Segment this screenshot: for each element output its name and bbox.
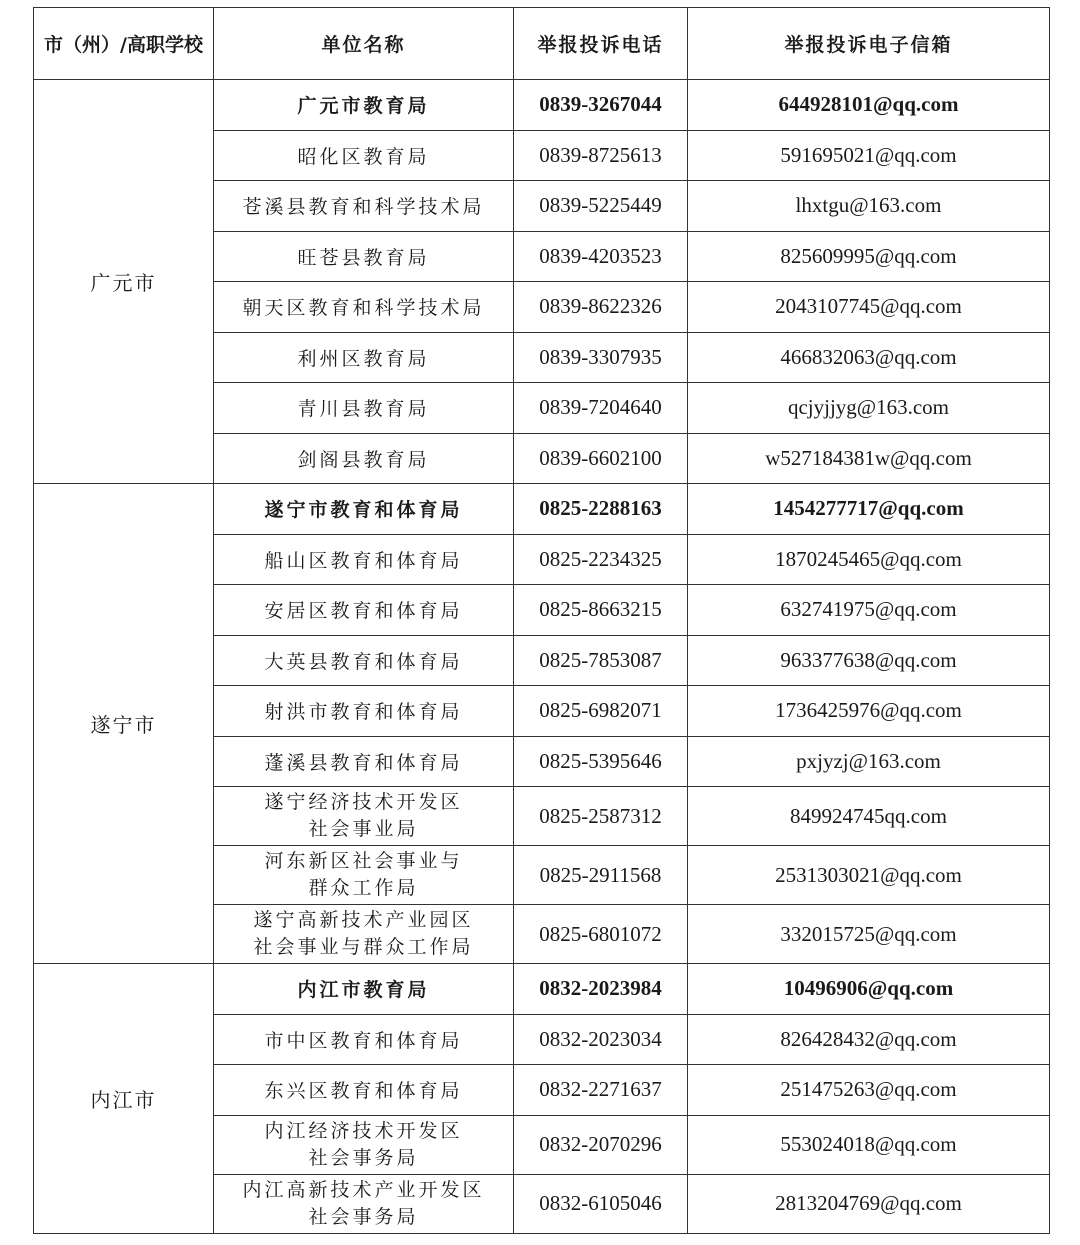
email-cell: 1736425976@qq.com bbox=[688, 686, 1050, 737]
phone-cell: 0825-6801072 bbox=[514, 905, 688, 964]
phone-cell: 0839-4203523 bbox=[514, 231, 688, 282]
contact-table-container bbox=[33, 7, 1049, 1234]
phone-cell: 0832-2070296 bbox=[514, 1115, 688, 1174]
phone-cell: 0832-6105046 bbox=[514, 1174, 688, 1233]
email-cell: 963377638@qq.com bbox=[688, 635, 1050, 686]
header-unit: 单位名称 bbox=[214, 8, 514, 80]
unit-name-cell bbox=[214, 1115, 514, 1174]
email-cell: 1870245465@qq.com bbox=[688, 534, 1050, 585]
phone-cell: 0839-3307935 bbox=[514, 332, 688, 383]
unit-name-cell: 苍溪县教育和科学技术局 bbox=[214, 181, 514, 232]
unit-name-line-1: 遂宁经济技术开发区 bbox=[264, 791, 463, 813]
unit-name-cell: 剑阁县教育局 bbox=[214, 433, 514, 484]
phone-cell: 0825-2288163 bbox=[514, 484, 688, 535]
phone-cell: 0825-8663215 bbox=[514, 585, 688, 636]
phone-cell: 0839-7204640 bbox=[514, 383, 688, 434]
city-cell: 内江市 bbox=[34, 964, 214, 1234]
unit-name-line-1: 内江高新技术产业开发区 bbox=[242, 1178, 485, 1201]
email-cell: pxjyzj@163.com bbox=[688, 736, 1050, 787]
unit-name-cell: 朝天区教育和科学技术局 bbox=[214, 282, 514, 333]
unit-name-line-2: 社会事业与群众工作局 bbox=[253, 936, 474, 958]
unit-name-cell: 青川县教育局 bbox=[214, 383, 514, 434]
email-cell: 2531303021@qq.com bbox=[688, 846, 1050, 905]
unit-name-cell: 市中区教育和体育局 bbox=[214, 1014, 514, 1065]
email-cell: 826428432@qq.com bbox=[688, 1014, 1050, 1065]
header-region: 市（州）/高职学校 bbox=[34, 8, 214, 80]
unit-name-line-2: 社会事务局 bbox=[308, 1146, 419, 1169]
phone-cell: 0825-7853087 bbox=[514, 635, 688, 686]
unit-name-cell: 船山区教育和体育局 bbox=[214, 534, 514, 585]
email-cell: 825609995@qq.com bbox=[688, 231, 1050, 282]
table-header-row bbox=[34, 8, 1050, 80]
email-cell: qcjyjjyg@163.com bbox=[688, 383, 1050, 434]
email-cell: w527184381w@qq.com bbox=[688, 433, 1050, 484]
header-email: 举报投诉电子信箱 bbox=[688, 8, 1050, 80]
unit-name-cell: 昭化区教育局 bbox=[214, 130, 514, 181]
unit-name-cell: 蓬溪县教育和体育局 bbox=[214, 736, 514, 787]
phone-cell: 0839-6602100 bbox=[514, 433, 688, 484]
unit-name-cell bbox=[214, 787, 514, 846]
city-cell: 广元市 bbox=[34, 80, 214, 484]
unit-name-cell: 旺苍县教育局 bbox=[214, 231, 514, 282]
unit-name-line-2: 社会事务局 bbox=[308, 1205, 419, 1228]
email-cell: 632741975@qq.com bbox=[688, 585, 1050, 636]
unit-name-cell bbox=[214, 846, 514, 905]
contact-table bbox=[33, 7, 1050, 1234]
unit-name-cell: 利州区教育局 bbox=[214, 332, 514, 383]
email-cell: 10496906@qq.com bbox=[688, 964, 1050, 1015]
phone-cell: 0825-2234325 bbox=[514, 534, 688, 585]
email-cell: 466832063@qq.com bbox=[688, 332, 1050, 383]
phone-cell: 0825-2911568 bbox=[514, 846, 688, 905]
phone-cell: 0839-8622326 bbox=[514, 282, 688, 333]
unit-name-line-2: 社会事业局 bbox=[308, 818, 419, 840]
unit-name-line-1: 河东新区社会事业与 bbox=[264, 850, 463, 872]
email-cell: 849924745qq.com bbox=[688, 787, 1050, 846]
phone-cell: 0839-3267044 bbox=[514, 80, 688, 131]
email-cell: 553024018@qq.com bbox=[688, 1115, 1050, 1174]
unit-name-cell: 内江市教育局 bbox=[214, 964, 514, 1015]
email-cell: 1454277717@qq.com bbox=[688, 484, 1050, 535]
phone-cell: 0832-2023984 bbox=[514, 964, 688, 1015]
table-row bbox=[34, 964, 1050, 1015]
email-cell: 644928101@qq.com bbox=[688, 80, 1050, 131]
unit-name-cell: 遂宁市教育和体育局 bbox=[214, 484, 514, 535]
table-row bbox=[34, 80, 1050, 131]
unit-name-cell bbox=[214, 1174, 514, 1233]
table-body bbox=[34, 80, 1050, 1234]
city-cell: 遂宁市 bbox=[34, 484, 214, 964]
email-cell: lhxtgu@163.com bbox=[688, 181, 1050, 232]
unit-name-line-1: 内江经济技术开发区 bbox=[264, 1119, 463, 1142]
email-cell: 2043107745@qq.com bbox=[688, 282, 1050, 333]
phone-cell: 0825-2587312 bbox=[514, 787, 688, 846]
phone-cell: 0832-2271637 bbox=[514, 1065, 688, 1116]
email-cell: 332015725@qq.com bbox=[688, 905, 1050, 964]
email-cell: 2813204769@qq.com bbox=[688, 1174, 1050, 1233]
phone-cell: 0825-6982071 bbox=[514, 686, 688, 737]
unit-name-cell: 射洪市教育和体育局 bbox=[214, 686, 514, 737]
unit-name-line-2: 群众工作局 bbox=[308, 877, 419, 899]
phone-cell: 0825-5395646 bbox=[514, 736, 688, 787]
unit-name-cell: 安居区教育和体育局 bbox=[214, 585, 514, 636]
unit-name-cell: 大英县教育和体育局 bbox=[214, 635, 514, 686]
email-cell: 251475263@qq.com bbox=[688, 1065, 1050, 1116]
email-cell: 591695021@qq.com bbox=[688, 130, 1050, 181]
unit-name-line-1: 遂宁高新技术产业园区 bbox=[253, 909, 474, 931]
phone-cell: 0839-5225449 bbox=[514, 181, 688, 232]
header-phone: 举报投诉电话 bbox=[514, 8, 688, 80]
unit-name-cell: 广元市教育局 bbox=[214, 80, 514, 131]
phone-cell: 0832-2023034 bbox=[514, 1014, 688, 1065]
unit-name-cell bbox=[214, 905, 514, 964]
phone-cell: 0839-8725613 bbox=[514, 130, 688, 181]
table-row bbox=[34, 484, 1050, 535]
unit-name-cell: 东兴区教育和体育局 bbox=[214, 1065, 514, 1116]
